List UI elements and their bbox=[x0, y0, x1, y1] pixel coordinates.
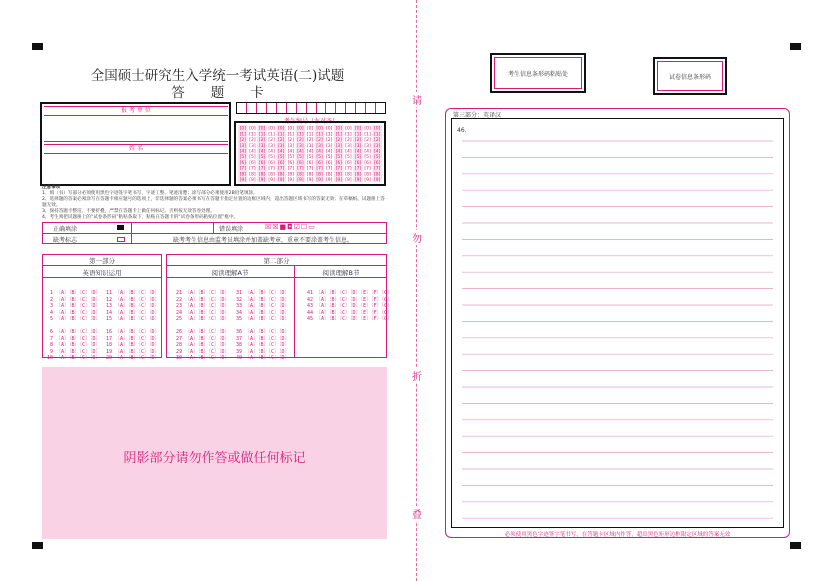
exam-digit-bubble[interactable]: [0] bbox=[249, 126, 256, 132]
exam-digit-bubble[interactable]: [8] bbox=[249, 172, 256, 178]
exam-digit-bubble[interactable]: [9] bbox=[239, 178, 246, 182]
exam-digit-bubble[interactable]: [2] bbox=[335, 138, 342, 144]
exam-digit-bubble[interactable]: [1] bbox=[364, 132, 371, 138]
exam-digit-bubble[interactable]: [2] bbox=[268, 138, 275, 144]
exam-digit-bubble[interactable]: [9] bbox=[364, 178, 371, 182]
exam-digit-bubble[interactable]: [3] bbox=[374, 143, 381, 149]
exam-digit-bubble[interactable]: [4] bbox=[306, 149, 314, 155]
exam-digit-bubble[interactable]: [6] bbox=[335, 160, 342, 166]
exam-digit-bubble[interactable]: [2] bbox=[258, 138, 266, 144]
exam-digit-bubble[interactable]: [1] bbox=[374, 132, 381, 138]
exam-digit-bubble[interactable]: [4] bbox=[316, 149, 323, 155]
exam-digit-bubble[interactable]: [0] bbox=[354, 126, 362, 132]
part3-title: 第三部分：英译汉 bbox=[453, 112, 502, 119]
exam-digit-bubble[interactable]: [5] bbox=[268, 155, 275, 161]
exam-digit-bubble[interactable]: [8] bbox=[297, 172, 304, 178]
exam-digit-bubble[interactable]: [5] bbox=[297, 155, 304, 161]
exam-digit-bubble[interactable]: [3] bbox=[268, 143, 275, 149]
exam-digit-bubble[interactable]: [4] bbox=[374, 149, 381, 155]
exam-digit-bubble[interactable]: [0] bbox=[374, 126, 381, 132]
fold-char: 请 bbox=[410, 92, 424, 107]
exam-digit-bubble[interactable]: [0] bbox=[316, 126, 323, 132]
exam-digit-bubble[interactable]: [5] bbox=[364, 155, 371, 161]
exam-digit-bubble[interactable]: [5] bbox=[258, 155, 266, 161]
shaded-area bbox=[42, 367, 387, 539]
notes-item: 2、选择题的答案必须涂写在答题卡相应题号的选项上，非选择题的答案必须书写在答题卡指定位置的边框区域内，超出答题区域书写的答案无效；在草稿纸、试题册上答题无效。 bbox=[42, 197, 385, 208]
exam-digit-bubble[interactable]: [7] bbox=[239, 166, 246, 172]
exam-digit-bubble[interactable]: [2] bbox=[297, 138, 304, 144]
fill-rules-table bbox=[42, 222, 387, 244]
exam-digit-bubble[interactable]: [7] bbox=[278, 166, 285, 172]
exam-digit-bubble[interactable]: [1] bbox=[239, 132, 246, 138]
exam-digit-bubble[interactable]: [2] bbox=[326, 138, 333, 144]
exam-digit-bubble[interactable]: [8] bbox=[316, 172, 323, 178]
exam-digit-bubble[interactable]: [7] bbox=[345, 166, 352, 172]
shaded-area-warning: 阴影部分请勿作答或做任何标记 bbox=[123, 451, 306, 466]
exam-digit-bubble[interactable]: [8] bbox=[239, 172, 246, 178]
exam-digit-bubble[interactable]: [6] bbox=[364, 160, 371, 166]
exam-digit-bubble[interactable]: [2] bbox=[239, 138, 246, 144]
exam-digit-bubble[interactable]: [9] bbox=[297, 178, 304, 182]
exam-digit-bubble[interactable]: [3] bbox=[316, 143, 323, 149]
exam-digit-bubble[interactable]: [3] bbox=[287, 143, 294, 149]
exam-digit-bubble[interactable]: [0] bbox=[364, 126, 371, 132]
exam-digit-bubble[interactable]: [6] bbox=[268, 160, 275, 166]
part3-footer: 必须使用黑色字迹签字笔书写，在答题卡区域内作答，超出黑色矩形边框限定区域的答案无效 bbox=[504, 532, 731, 538]
exam-digit-bubble[interactable]: [5] bbox=[316, 155, 323, 161]
correct-fill-label: 正确填涂 bbox=[53, 226, 78, 233]
exam-digit-bubble[interactable]: [5] bbox=[306, 155, 314, 161]
exam-digit-bubble[interactable]: [5] bbox=[239, 155, 246, 161]
page-subtitle: 答题卡 bbox=[171, 85, 290, 101]
exam-digit-bubble[interactable]: [6] bbox=[249, 160, 256, 166]
exam-digit-bubble[interactable]: [0] bbox=[268, 126, 275, 132]
part2-section-b: 阅读理解B节 bbox=[322, 269, 360, 277]
exam-digit-bubble[interactable]: [5] bbox=[249, 155, 256, 161]
exam-digit-bubble[interactable]: [8] bbox=[354, 172, 362, 178]
exam-digit-bubble[interactable]: [3] bbox=[239, 143, 246, 149]
exam-digit-bubble[interactable]: [7] bbox=[268, 166, 275, 172]
exam-digit-bubble[interactable]: [2] bbox=[306, 138, 314, 144]
registration-mark bbox=[32, 542, 43, 549]
exam-digit-bubble[interactable]: [0] bbox=[239, 126, 246, 132]
exam-digit-bubble[interactable]: [6] bbox=[374, 160, 381, 166]
exam-digit-bubble[interactable]: [1] bbox=[268, 132, 275, 138]
exam-digit-bubble[interactable]: [2] bbox=[249, 138, 256, 144]
exam-digit-bubble[interactable]: [1] bbox=[335, 132, 342, 138]
exam-digit-bubble[interactable]: [3] bbox=[326, 143, 333, 149]
exam-digit-bubble[interactable]: [6] bbox=[258, 160, 266, 166]
exam-digit-bubble[interactable]: [7] bbox=[316, 166, 323, 172]
exam-digit-bubble[interactable]: [3] bbox=[258, 143, 266, 149]
exam-digit-bubble[interactable]: [4] bbox=[268, 149, 275, 155]
exam-digit-bubble[interactable]: [3] bbox=[249, 143, 256, 149]
exam-digit-bubble[interactable]: [3] bbox=[278, 143, 285, 149]
exam-digit-bubble[interactable]: [8] bbox=[326, 172, 333, 178]
paper-barcode-label: 试卷信息条形码 bbox=[657, 61, 723, 91]
student-barcode-label: 考生信息条形码粘贴处 bbox=[494, 57, 582, 89]
name-field[interactable] bbox=[44, 154, 228, 182]
exam-digit-bubble[interactable]: [6] bbox=[287, 160, 294, 166]
exam-digit-bubble[interactable]: [9] bbox=[306, 178, 314, 182]
exam-digit-bubble[interactable]: [9] bbox=[278, 178, 285, 182]
exam-digit-bubble[interactable]: [0] bbox=[335, 126, 342, 132]
part2-questions-col2[interactable]: 31 〔A〕〔B〕〔C〕〔D〕 32 〔A〕〔B〕〔C〕〔D〕 33 〔A〕〔B〕〔C〕〔D〕 34 〔A〕〔B〕〔C〕〔D〕 35 〔A〕〔B〕〔C〕〔D〕 36 〔A〕〔B〕〔C〕〔D〕 37 〔A〕〔B〕〔C〕〔D〕 38 〔A〕〔B〕〔C〕〔D〕 39 〔A〕〔B〕〔C〕〔D〕 40 〔A〕〔B〕〔C〕〔D〕 bbox=[236, 290, 290, 361]
question-number: 46. bbox=[457, 127, 467, 134]
exam-digit-bubble[interactable]: [7] bbox=[335, 166, 342, 172]
exam-digit-bubble[interactable]: [1] bbox=[345, 132, 352, 138]
notes-item: 1、填（书）写部分必须使用黑色字迹签字笔书写，字迹工整、笔迹清楚；涂写部分必须使用2B铅笔填涂。 bbox=[42, 191, 258, 196]
exam-digit-bubble[interactable]: [9] bbox=[258, 178, 266, 182]
exam-digit-bubble[interactable]: [0] bbox=[278, 126, 285, 132]
exam-digit-bubble[interactable]: [9] bbox=[345, 178, 352, 182]
exam-digit-bubble[interactable]: [9] bbox=[249, 178, 256, 182]
exam-digit-bubble[interactable]: [1] bbox=[249, 132, 256, 138]
unit-label: 报 考 单 位 bbox=[44, 106, 228, 116]
exam-digit-bubble[interactable]: [0] bbox=[297, 126, 304, 132]
exam-digit-bubble[interactable]: [4] bbox=[326, 149, 333, 155]
exam-digit-bubble[interactable]: [0] bbox=[287, 126, 294, 132]
registration-mark bbox=[32, 43, 43, 50]
exam-digit-bubble[interactable]: [9] bbox=[316, 178, 323, 182]
exam-digit-bubble[interactable]: [2] bbox=[316, 138, 323, 144]
registration-mark bbox=[790, 43, 801, 50]
exam-digit-bubble[interactable]: [4] bbox=[297, 149, 304, 155]
exam-digit-bubble[interactable]: [8] bbox=[335, 172, 342, 178]
exam-digit-bubble[interactable]: [8] bbox=[287, 172, 294, 178]
exam-digit-bubble[interactable]: [1] bbox=[306, 132, 314, 138]
exam-digit-bubble[interactable]: [7] bbox=[354, 166, 362, 172]
notes-title: 注意事项 bbox=[42, 185, 61, 190]
registration-box bbox=[40, 102, 231, 186]
exam-digit-bubble[interactable]: [5] bbox=[278, 155, 285, 161]
exam-digit-bubble[interactable]: [8] bbox=[306, 172, 314, 178]
exam-digit-bubble[interactable]: [3] bbox=[297, 143, 304, 149]
part3-answer-area[interactable] bbox=[451, 118, 784, 528]
exam-digit-bubble[interactable]: [8] bbox=[268, 172, 275, 178]
exam-digit-bubble[interactable]: [6] bbox=[354, 160, 362, 166]
part2-questions-col1[interactable]: 21 〔A〕〔B〕〔C〕〔D〕 22 〔A〕〔B〕〔C〕〔D〕 23 〔A〕〔B〕〔C〕〔D〕 24 〔A〕〔B〕〔C〕〔D〕 25 〔A〕〔B〕〔C〕〔D〕 26 〔A〕〔B〕〔C〕〔D〕 27 〔A〕〔B〕〔C〕〔D〕 28 〔A〕〔B〕〔C〕〔D〕 29 〔A〕〔B〕〔C〕〔D〕 30 〔A〕〔B〕〔C〕〔D〕 bbox=[176, 290, 230, 361]
part1-subtitle: 英语知识运用 bbox=[82, 269, 122, 277]
notes-item: 3、保持答题卡整洁，不要折叠，严禁在答题卡上做任何标记，否则按无效答卷处理。 bbox=[42, 209, 215, 214]
exam-digit-bubble[interactable]: [9] bbox=[287, 178, 294, 182]
exam-digit-bubble[interactable]: [8] bbox=[345, 172, 352, 178]
exam-digit-bubble[interactable]: [5] bbox=[374, 155, 381, 161]
exam-digit-bubble[interactable]: [9] bbox=[335, 178, 342, 182]
exam-digit-bubble[interactable]: [1] bbox=[278, 132, 285, 138]
page-title: 全国硕士研究生入学统一考试英语(二)试题 bbox=[90, 68, 345, 84]
exam-digit-bubble[interactable]: [4] bbox=[249, 149, 256, 155]
exam-digit-bubble[interactable]: [7] bbox=[326, 166, 333, 172]
part2-questions-col3[interactable]: 41 〔A〕〔B〕〔C〕〔D〕〔E〕〔F〕〔G〕 42 〔A〕〔B〕〔C〕〔D〕〔E〕〔F〕〔G〕 43 〔A〕〔B〕〔C〕〔D〕〔E〕〔F〕〔G〕 44 〔A〕〔B〕〔C〕〔D〕〔E〕〔F〕〔G〕 45 〔A〕〔B〕〔C〕〔D〕〔E〕〔F〕〔G〕 bbox=[307, 290, 393, 322]
exam-digit-bubble[interactable]: [4] bbox=[354, 149, 362, 155]
correct-fill-sample bbox=[117, 225, 124, 230]
exam-digit-bubble[interactable]: [4] bbox=[287, 149, 294, 155]
exam-digit-bubble[interactable]: [2] bbox=[345, 138, 352, 144]
exam-digit-bubble[interactable]: [1] bbox=[287, 132, 294, 138]
exam-digit-bubble[interactable]: [2] bbox=[287, 138, 294, 144]
exam-digit-bubble[interactable]: [5] bbox=[326, 155, 333, 161]
exam-digit-bubble[interactable]: [7] bbox=[374, 166, 381, 172]
exam-digit-bubble[interactable]: [1] bbox=[354, 132, 362, 138]
exam-digit-bubble[interactable]: [4] bbox=[239, 149, 246, 155]
exam-digit-bubble[interactable]: [1] bbox=[326, 132, 333, 138]
exam-digit-bubble[interactable]: [8] bbox=[258, 172, 266, 178]
part2-section-a: 阅读理解A节 bbox=[211, 269, 249, 277]
part2-title: 第二部分 bbox=[263, 257, 290, 265]
exam-number-label: 考生编号（左对齐） bbox=[283, 118, 338, 125]
exam-digit-bubble[interactable]: [6] bbox=[239, 160, 246, 166]
exam-digit-bubble[interactable]: [8] bbox=[278, 172, 285, 178]
exam-digit-bubble[interactable]: [9] bbox=[374, 178, 381, 182]
exam-digit-bubble[interactable]: [9] bbox=[268, 178, 275, 182]
part1-title: 第一部分 bbox=[89, 257, 115, 265]
exam-digit-bubble[interactable]: [6] bbox=[326, 160, 333, 166]
exam-digit-bubble[interactable]: [6] bbox=[316, 160, 323, 166]
exam-digit-bubble[interactable]: [4] bbox=[278, 149, 285, 155]
exam-digit-bubble[interactable]: [6] bbox=[345, 160, 352, 166]
exam-digit-bubble[interactable]: [8] bbox=[364, 172, 371, 178]
student-barcode-box[interactable] bbox=[490, 53, 586, 93]
exam-digit-bubble[interactable]: [3] bbox=[364, 143, 371, 149]
exam-digit-bubble[interactable]: [3] bbox=[354, 143, 362, 149]
exam-digit-bubble[interactable]: [4] bbox=[258, 149, 266, 155]
exam-digit-bubble[interactable]: [5] bbox=[335, 155, 342, 161]
exam-digit-bubble[interactable]: [2] bbox=[354, 138, 362, 144]
exam-digit-bubble[interactable]: [2] bbox=[278, 138, 285, 144]
exam-digit-bubble[interactable]: [4] bbox=[364, 149, 371, 155]
absent-label: 缺考标志 bbox=[53, 237, 78, 244]
exam-digit-bubble[interactable]: [0] bbox=[258, 126, 266, 132]
exam-digit-bubble[interactable]: [6] bbox=[306, 160, 314, 166]
exam-digit-bubble[interactable]: [2] bbox=[364, 138, 371, 144]
fold-line bbox=[416, 0, 417, 581]
exam-number-boxes[interactable] bbox=[236, 102, 386, 114]
exam-digit-bubble[interactable]: [7] bbox=[287, 166, 294, 172]
exam-digit-bubble[interactable]: [0] bbox=[306, 126, 314, 132]
exam-digit-bubble[interactable]: [7] bbox=[306, 166, 314, 172]
exam-digit-bubble[interactable]: [1] bbox=[316, 132, 323, 138]
fold-char: 勿 bbox=[410, 230, 424, 245]
notes bbox=[42, 185, 387, 221]
exam-digit-bubble[interactable]: [1] bbox=[297, 132, 304, 138]
exam-digit-bubble[interactable]: [7] bbox=[364, 166, 371, 172]
exam-digit-bubble[interactable]: [9] bbox=[326, 178, 333, 182]
exam-digit-bubble[interactable]: [7] bbox=[297, 166, 304, 172]
exam-digit-bubble[interactable]: [2] bbox=[374, 138, 381, 144]
registration-mark bbox=[790, 542, 801, 549]
absent-note: 缺考考生信息由监考员填涂并加盖缺考章，重章不要涂盖考生信息。 bbox=[173, 237, 354, 244]
exam-digit-bubble[interactable]: [1] bbox=[258, 132, 266, 138]
exam-digit-bubble[interactable]: [0] bbox=[326, 126, 333, 132]
exam-digit-bubble[interactable]: [4] bbox=[335, 149, 342, 155]
part1-questions-col2[interactable]: 11 〔A〕〔B〕〔C〕〔D〕 12 〔A〕〔B〕〔C〕〔D〕 13 〔A〕〔B〕〔C〕〔D〕 14 〔A〕〔B〕〔C〕〔D〕 15 〔A〕〔B〕〔C〕〔D〕 16 〔A〕〔B〕〔C〕〔D〕 17 〔A〕〔B〕〔C〕〔D〕 18 〔A〕〔B〕〔C〕〔D〕 19 〔A〕〔B〕〔C〕〔D〕 20 〔A〕〔B〕〔C〕〔D〕 bbox=[106, 290, 160, 361]
exam-digit-bubble[interactable]: [7] bbox=[258, 166, 266, 172]
exam-digit-bubble[interactable]: [6] bbox=[297, 160, 304, 166]
name-label: 姓 名 bbox=[44, 144, 228, 154]
exam-digit-bubble[interactable]: [3] bbox=[306, 143, 314, 149]
exam-number-bubble-grid[interactable] bbox=[234, 121, 386, 186]
exam-digit-bubble[interactable]: [5] bbox=[345, 155, 352, 161]
absent-bubble[interactable] bbox=[117, 237, 125, 242]
exam-digit-bubble[interactable]: [3] bbox=[345, 143, 352, 149]
exam-digit-bubble[interactable]: [9] bbox=[354, 178, 362, 182]
exam-digit-bubble[interactable]: [4] bbox=[345, 149, 352, 155]
part1-questions-col1[interactable]: 1 〔A〕〔B〕〔C〕〔D〕 2 〔A〕〔B〕〔C〕〔D〕 3 〔A〕〔B〕〔C〕〔D〕 4 〔A〕〔B〕〔C〕〔D〕 5 〔A〕〔B〕〔C〕〔D〕 6 〔A〕〔B〕〔C〕〔D〕 7 〔A〕〔B〕〔C〕〔D〕 8 〔A〕〔B〕〔C〕〔D〕 9 〔A〕〔B〕〔C〕〔D〕 10 〔A〕〔B〕〔C〕〔D〕 bbox=[47, 290, 101, 361]
exam-digit-bubble[interactable]: [6] bbox=[278, 160, 285, 166]
exam-digit-bubble[interactable]: [0] bbox=[345, 126, 352, 132]
paper-barcode-box[interactable] bbox=[653, 57, 727, 95]
unit-field[interactable] bbox=[44, 116, 228, 142]
exam-digit-bubble[interactable]: [5] bbox=[287, 155, 294, 161]
exam-digit-bubble[interactable]: [7] bbox=[249, 166, 256, 172]
fold-char: 叠 bbox=[410, 506, 424, 521]
wrong-fill-label: 错误填涂 bbox=[219, 226, 244, 233]
fold-char: 折 bbox=[410, 368, 424, 383]
exam-digit-bubble[interactable]: [8] bbox=[374, 172, 381, 178]
exam-digit-bubble[interactable]: [3] bbox=[335, 143, 342, 149]
exam-digit-bubble[interactable]: [5] bbox=[354, 155, 362, 161]
notes-item: 4、考生须把试题册上的“试卷条形码”粘贴条取下，粘贴在答题卡的“试卷条形码粘贴位置”框中。 bbox=[42, 215, 239, 220]
wrong-fill-samples: ☒☒■◘☑☐▭ bbox=[265, 223, 316, 231]
